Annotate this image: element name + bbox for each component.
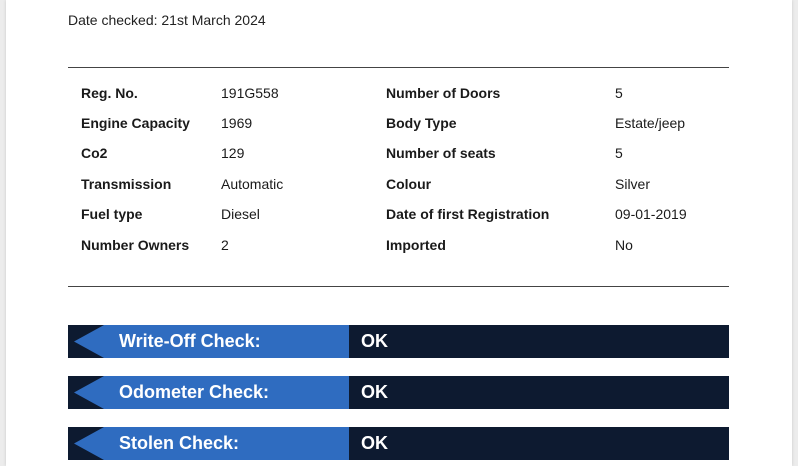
left-chevron-arrow-icon <box>68 376 104 409</box>
detail-label: Number of seats <box>386 145 496 161</box>
detail-value: Estate/jeep <box>615 115 686 131</box>
details-row <box>68 145 729 165</box>
detail-label: Body Type <box>386 115 457 131</box>
detail-label: Date of first Registration <box>386 206 550 222</box>
date-checked: Date checked: 21st March 2024 <box>68 12 266 28</box>
details-row <box>68 176 729 196</box>
detail-label: Reg. No. <box>81 85 138 101</box>
detail-value: 5 <box>615 145 623 161</box>
divider-bottom <box>68 286 729 287</box>
check-result: OK <box>361 382 388 402</box>
detail-value: 129 <box>221 145 245 161</box>
report-page <box>6 0 792 466</box>
check-label: Stolen Check: <box>119 433 240 453</box>
detail-value: Silver <box>615 176 651 192</box>
detail-value: Automatic <box>221 176 284 192</box>
details-row <box>68 85 729 105</box>
write-off-check-bar <box>68 325 729 358</box>
detail-value: No <box>615 237 633 253</box>
stolen-check-bar <box>68 427 729 460</box>
detail-value: 2 <box>221 237 229 253</box>
check-label: Write-Off Check: <box>119 331 261 351</box>
detail-label: Co2 <box>81 145 108 161</box>
detail-value: 1969 <box>221 115 253 131</box>
detail-value: 09-01-2019 <box>615 206 687 222</box>
details-row <box>68 115 729 135</box>
check-label: Odometer Check: <box>119 382 270 402</box>
check-result: OK <box>361 331 388 351</box>
detail-value: 191G558 <box>221 85 279 101</box>
check-result: OK <box>361 433 388 453</box>
details-row <box>68 206 729 226</box>
vehicle-details-table <box>68 67 729 286</box>
left-chevron-arrow-icon <box>68 325 104 358</box>
detail-label: Colour <box>386 176 432 192</box>
detail-value: 5 <box>615 85 623 101</box>
detail-label: Transmission <box>81 176 172 192</box>
detail-label: Imported <box>386 237 446 253</box>
detail-label: Number Owners <box>81 237 190 253</box>
details-row <box>68 237 729 257</box>
left-chevron-arrow-icon <box>68 427 104 460</box>
detail-label: Number of Doors <box>386 85 501 101</box>
odometer-check-bar <box>68 376 729 409</box>
detail-label: Fuel type <box>81 206 143 222</box>
detail-value: Diesel <box>221 206 260 222</box>
detail-label: Engine Capacity <box>81 115 190 131</box>
